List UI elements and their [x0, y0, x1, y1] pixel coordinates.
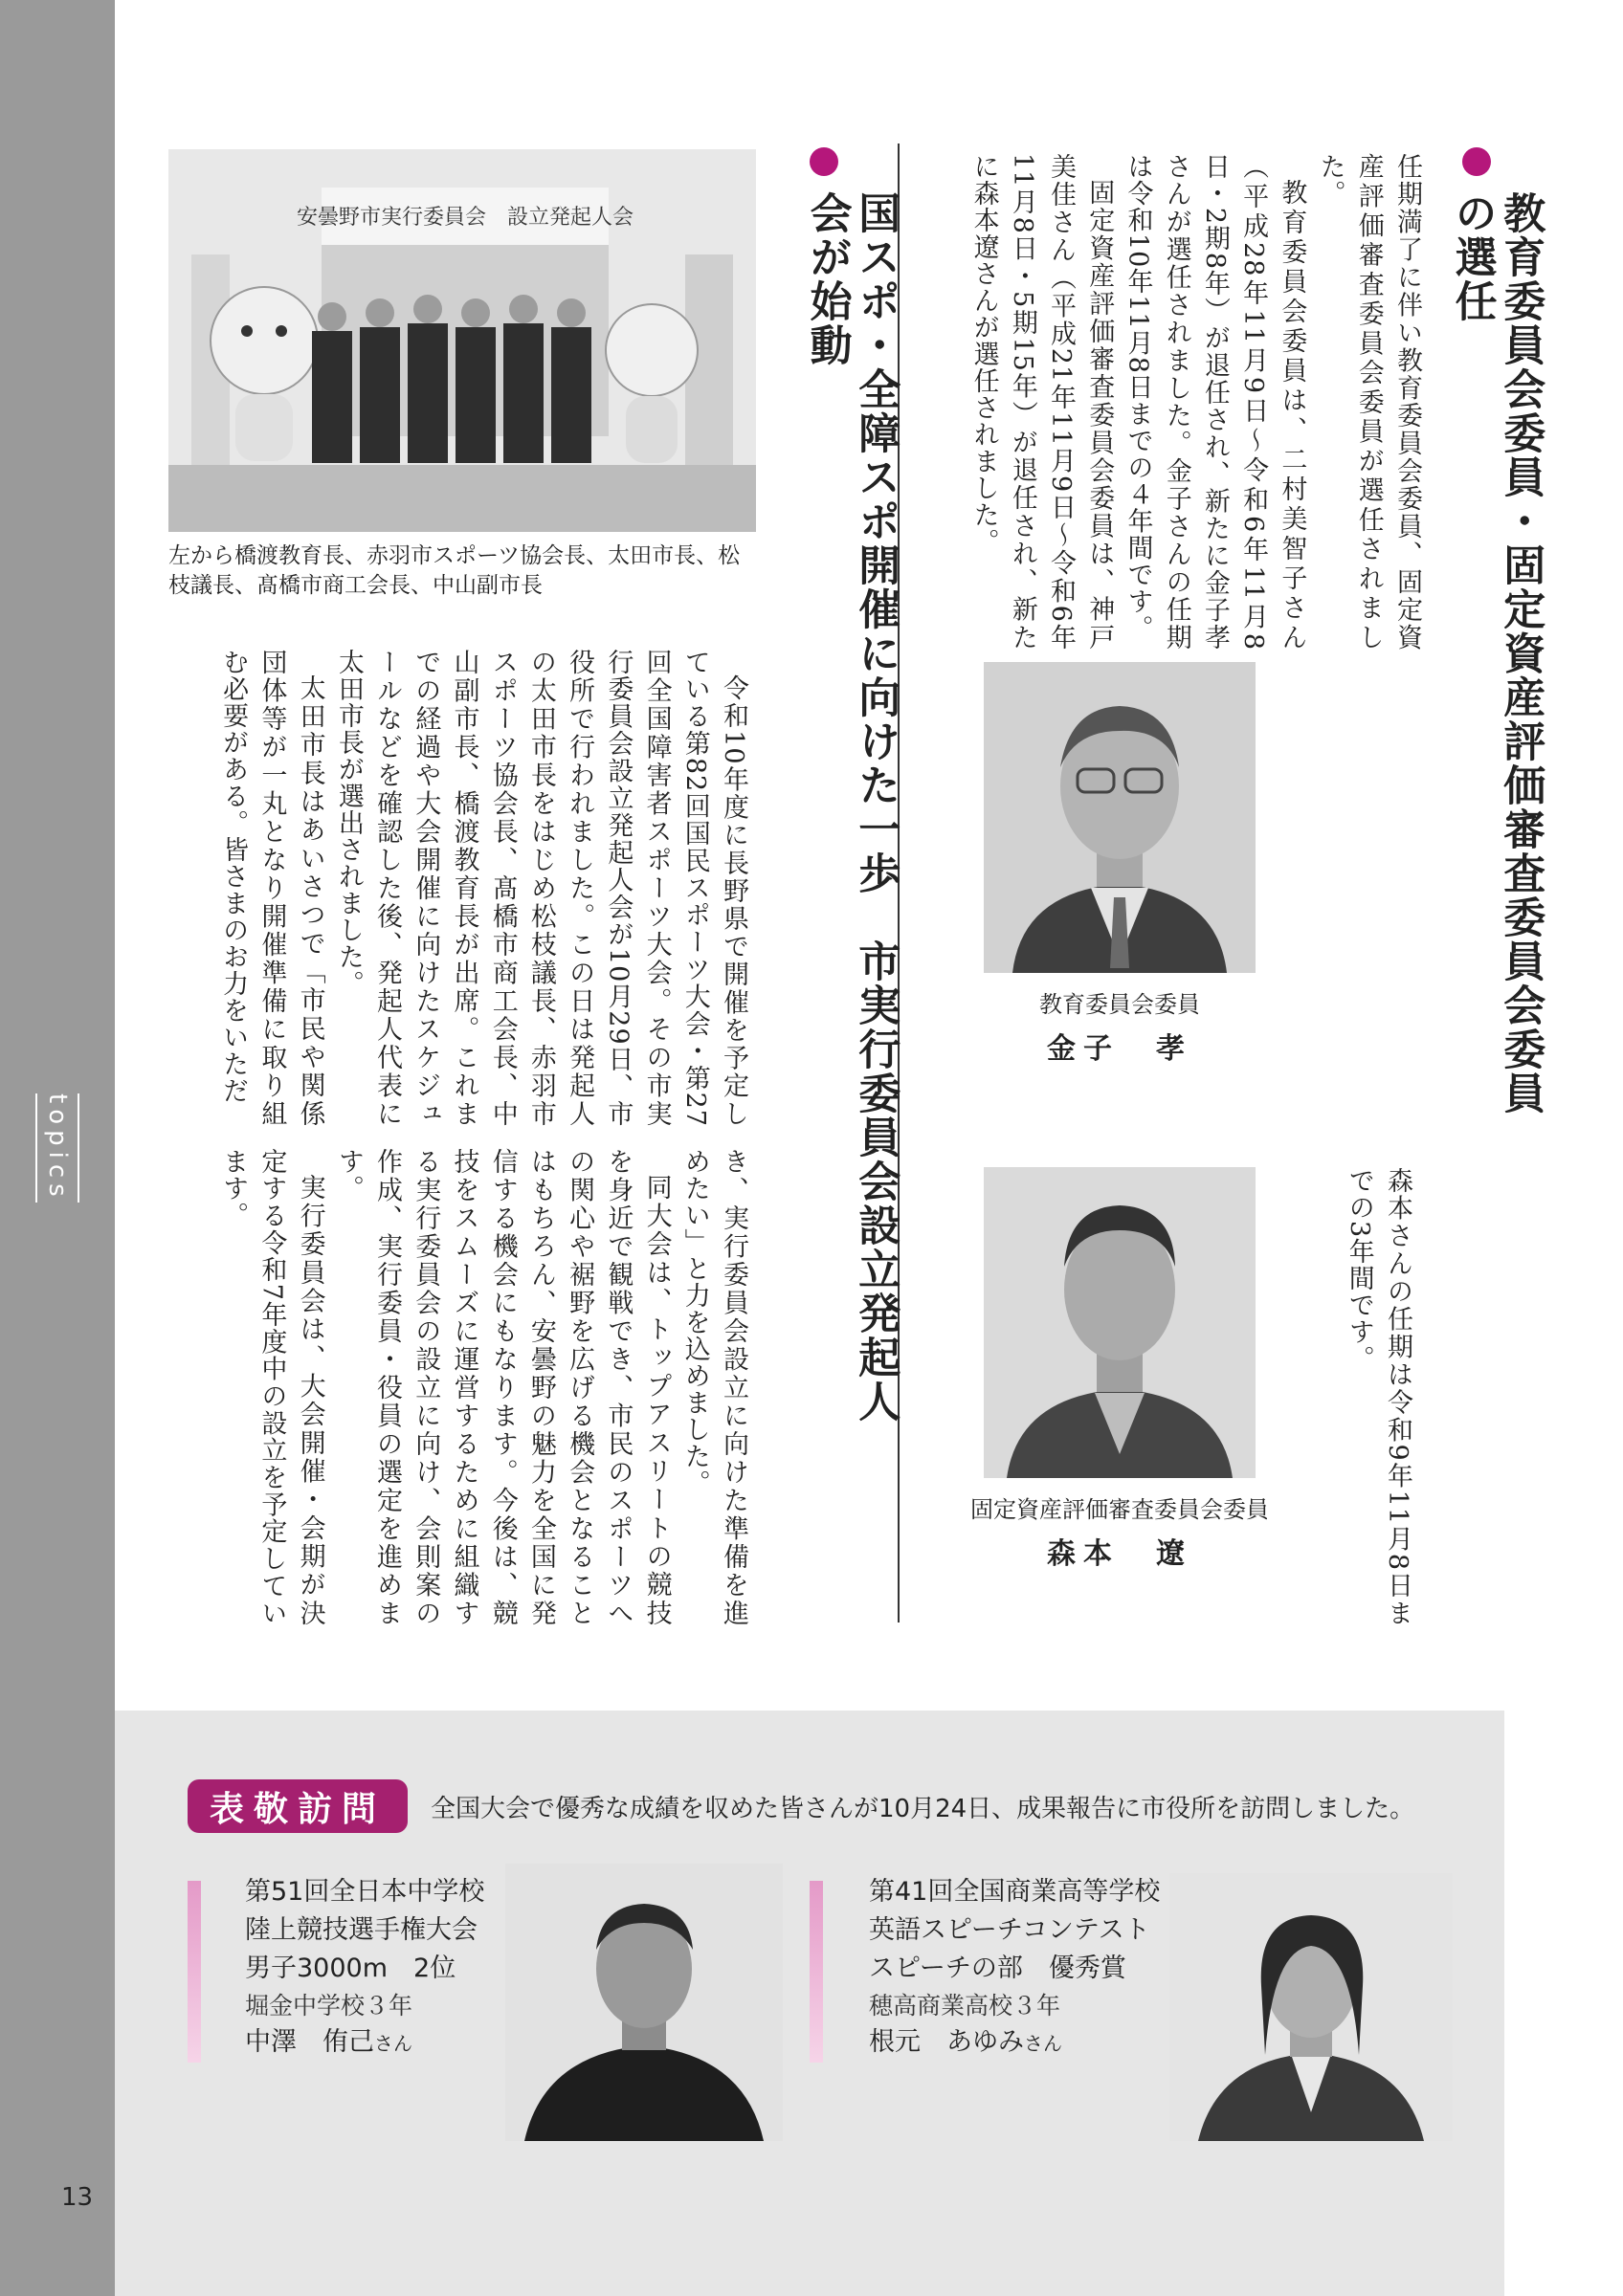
- award1-name: 中澤 侑己: [245, 2026, 374, 2057]
- article1-paragraph-1: 任期満了に伴い教育委員会委員、固定資産評価審査委員会委員が選任されました。: [1315, 153, 1422, 651]
- award2-photo: [1169, 1873, 1453, 2141]
- article2-title: 国スポ・全障スポ開催に向けた一歩 市実行委員会設立発起人会が始動: [802, 191, 900, 1424]
- article1-lower-body: [1340, 1167, 1416, 1626]
- topics-label: topics: [31, 1071, 84, 1225]
- courtesy-visit-badge: 表敬訪問: [188, 1779, 408, 1833]
- award1-result: 男子3000m 2位: [245, 1953, 456, 1983]
- award2-event-line2: 英語スピーチコンテスト: [869, 1914, 1150, 1945]
- photo-banner-text: 安曇野市実行委員会 設立発起人会: [296, 206, 634, 230]
- award2-accent-bar: [810, 1881, 823, 2063]
- award1-event-line2: 陸上競技選手権大会: [245, 1914, 478, 1945]
- page-number: 13: [61, 2183, 94, 2212]
- article1-upper-body: [968, 153, 1426, 651]
- award1-name-row: [245, 2023, 522, 2062]
- award2-school: 穂高商業高校３年: [869, 1991, 1061, 2020]
- award2-result: スピーチの部 優秀賞: [869, 1953, 1126, 1983]
- article2-lower-body: [168, 1148, 752, 1626]
- article2-paragraph-3: 同大会は、トップアスリートの競技を身近で観戦でき、市民のスポーツへの関心や裾野を広げる機会となることはもちろん、安曇野の魅力を全国に発信する機会にもなります。今後は、競技をスムーズに運営するために組織する実行委員会の設立に向け、会則案の作成、実行委員・役員の選定を進めます。: [333, 1148, 672, 1626]
- committee-photo-caption: 左から橋渡教育長、赤羽市スポーツ協会長、太田市長、松枝議長、髙橋市商工会長、中山副市長: [168, 543, 741, 599]
- portrait-kaneko: [984, 662, 1256, 973]
- award1-photo: [505, 1864, 783, 2141]
- portrait-morimoto-caption: [938, 1490, 1301, 1572]
- award1-honorific: さん: [374, 2031, 412, 2055]
- award2-details: [869, 1873, 1175, 2062]
- award2-event-line1: 第41回全国商業高等学校: [869, 1877, 1161, 1907]
- article2-bullet-icon: [810, 147, 838, 176]
- award1-details: [245, 1873, 522, 2062]
- article1-bullet-icon: [1462, 147, 1491, 176]
- article1-paragraph-4: 森本さんの任期は令和9年11月8日までの3年間です。: [1344, 1167, 1412, 1626]
- portrait-morimoto: [984, 1167, 1256, 1478]
- article2-paragraph-4: 実行委員会は、大会開催・会期が決定する令和7年度中の設立を予定しています。: [218, 1148, 325, 1626]
- award2-name-row: [869, 2023, 1175, 2062]
- article2-paragraph-2b: き、実行委員会設立に向けた準備を進めたい」と力を込めました。: [679, 1148, 748, 1626]
- award2-name: 根元 あゆみ: [869, 2026, 1024, 2057]
- portrait-kaneko-name: 金子 孝: [1047, 1032, 1192, 1066]
- article2-paragraph-1: 令和10年度に長野県で開催を予定している第82回国民スポーツ大会・第27回全国障害者スポーツ大会。その市実行委員会設立発起人会が10月29日、市役所で行われました。この日は発起人の太田市長をはじめ松枝議長、赤羽市スポーツ協会長、髙橋市商工会長、中山副市長、橋渡教育長が出席。これまでの経過や大会開催に向けたスケジュールなどを確認した後、発起人代表に太田市長が選出されました。: [333, 649, 748, 1127]
- portrait-morimoto-name: 森本 遼: [1047, 1537, 1192, 1571]
- award1-accent-bar: [188, 1881, 201, 2063]
- article2-upper-body: [168, 649, 752, 1127]
- courtesy-visit-intro: 全国大会で優秀な成績を収めた皆さんが10月24日、成果報告に市役所を訪問しました。: [431, 1795, 1415, 1823]
- award1-event-line1: 第51回全日本中学校: [245, 1877, 485, 1907]
- award2-honorific: さん: [1024, 2031, 1062, 2055]
- article1-title: 教育委員会委員・固定資産評価審査委員会委員の選任: [1447, 191, 1545, 1115]
- award1-school: 堀金中学校３年: [245, 1991, 413, 2020]
- portrait-morimoto-role: 固定資産評価審査委員会委員: [970, 1496, 1269, 1523]
- portrait-kaneko-caption: [957, 985, 1282, 1067]
- portrait-kaneko-role: 教育委員会委員: [1039, 991, 1200, 1018]
- article1-paragraph-3: 固定資産評価審査委員会委員は、神戸美佳さん（平成21年11月9日〜令和6年11月8日・5期15年）が退任され、新たに森本遼さんが選任されました。: [968, 153, 1115, 651]
- article1-paragraph-2: 教育委員会委員は、二村美智子さん（平成28年11月9日〜令和6年11月8日・2期8年）が退任され、新たに金子孝さんが選任されました。金子さんの任期は令和10年11月8日までの４年間です。: [1123, 153, 1307, 651]
- committee-photo: [168, 149, 756, 532]
- article2-paragraph-2a: 太田市長はあいさつで「市民や関係団体等が一丸となり開催準備に取り組む必要がある。皆さまのお力をいただ: [218, 649, 325, 1127]
